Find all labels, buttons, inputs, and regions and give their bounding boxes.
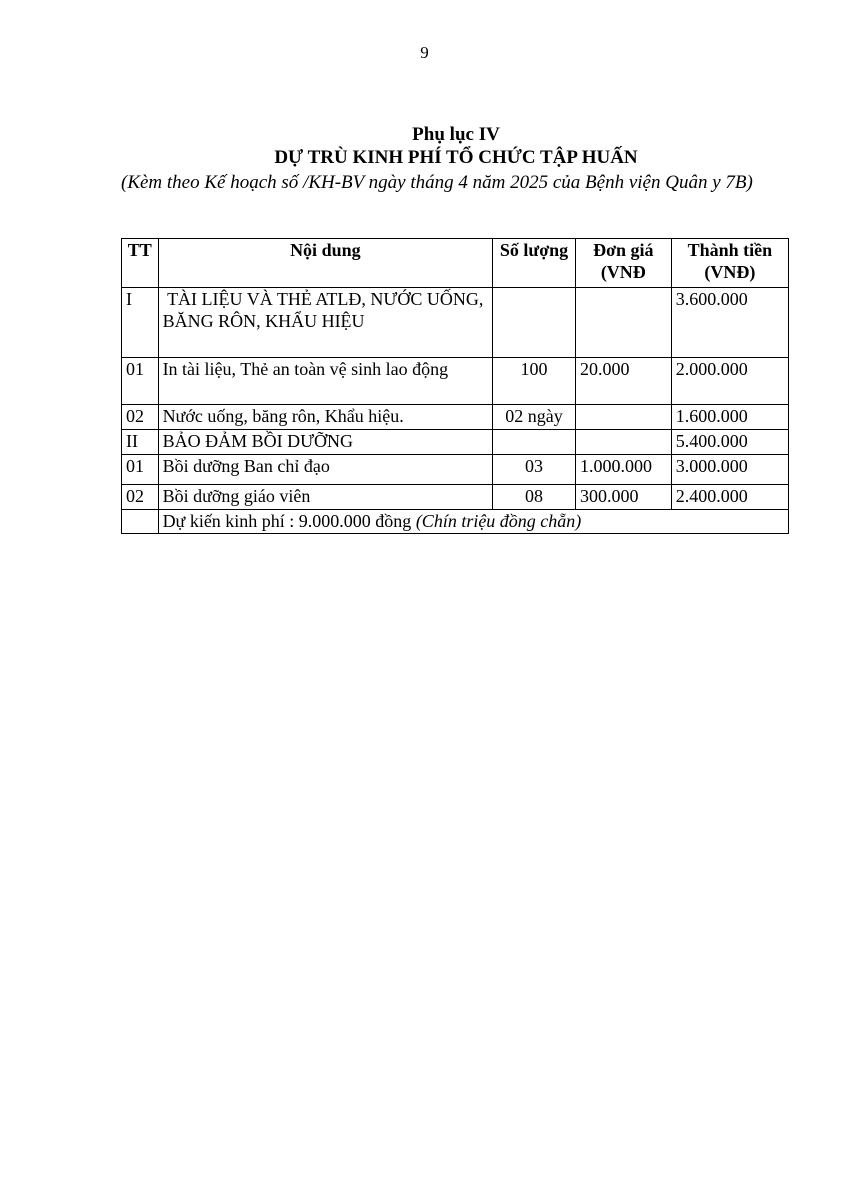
row-total: 2.400.000 <box>671 485 788 510</box>
table-row <box>122 405 789 430</box>
row-total: 3.000.000 <box>671 455 788 485</box>
header-price: Đơn giá (VNĐ <box>575 239 671 288</box>
summary-amount-in-words: (Chín triệu đồng chẵn) <box>415 511 582 531</box>
row-tt: 02 <box>122 485 159 510</box>
row-tt: 02 <box>122 405 159 430</box>
table-row <box>122 455 789 485</box>
table-header-row <box>122 239 789 288</box>
appendix-title: Phụ lục IV <box>412 124 500 145</box>
header-tt: TT <box>122 239 159 288</box>
page-number: 9 <box>420 43 429 62</box>
section-tt: I <box>122 288 159 358</box>
row-qty: 02 ngày <box>493 405 576 430</box>
row-tt: 01 <box>122 455 159 485</box>
row-qty: 08 <box>493 485 576 510</box>
row-price: 1.000.000 <box>575 455 671 485</box>
row-price: 20.000 <box>575 358 671 405</box>
summary-row <box>122 510 789 534</box>
header-qty: Số lượng <box>493 239 576 288</box>
header-total: Thành tiền (VNĐ) <box>671 239 788 288</box>
section-total: 3.600.000 <box>671 288 788 358</box>
budget-table <box>121 238 789 534</box>
section-title: BẢO ĐẢM BỒI DƯỠNG <box>158 430 493 455</box>
row-tt: 01 <box>122 358 159 405</box>
table-row <box>122 358 789 405</box>
row-qty: 03 <box>493 455 576 485</box>
row-total: 2.000.000 <box>671 358 788 405</box>
header-content: Nội dung <box>158 239 493 288</box>
summary-tt <box>122 510 159 534</box>
row-total: 1.600.000 <box>671 405 788 430</box>
row-content: Bồi dưỡng giáo viên <box>158 485 493 510</box>
section-row <box>122 288 789 358</box>
summary-amount: Dự kiến kinh phí : 9.000.000 đồng <box>162 511 416 531</box>
row-qty: 100 <box>493 358 576 405</box>
section-row <box>122 430 789 455</box>
summary-cell <box>158 510 788 534</box>
document-subtitle: (Kèm theo Kế hoạch số /KH-BV ngày tháng 4 năm 2025 của Bệnh viện Quân y 7B) <box>121 172 753 193</box>
row-content: Nước uống, băng rôn, Khẩu hiệu. <box>158 405 493 430</box>
section-price <box>575 430 671 455</box>
section-tt: II <box>122 430 159 455</box>
row-content: Bồi dưỡng Ban chỉ đạo <box>158 455 493 485</box>
section-qty <box>493 430 576 455</box>
document-title: DỰ TRÙ KINH PHÍ TỔ CHỨC TẬP HUẤN <box>274 147 638 168</box>
section-title: TÀI LIỆU VÀ THẺ ATLĐ, NƯỚC UỐNG, BĂNG RÔN, KHẨU HIỆU <box>158 288 493 358</box>
row-content: In tài liệu, Thẻ an toàn vệ sinh lao động <box>158 358 493 405</box>
table-row <box>122 485 789 510</box>
section-total: 5.400.000 <box>671 430 788 455</box>
row-price: 300.000 <box>575 485 671 510</box>
section-price <box>575 288 671 358</box>
section-qty <box>493 288 576 358</box>
row-price <box>575 405 671 430</box>
